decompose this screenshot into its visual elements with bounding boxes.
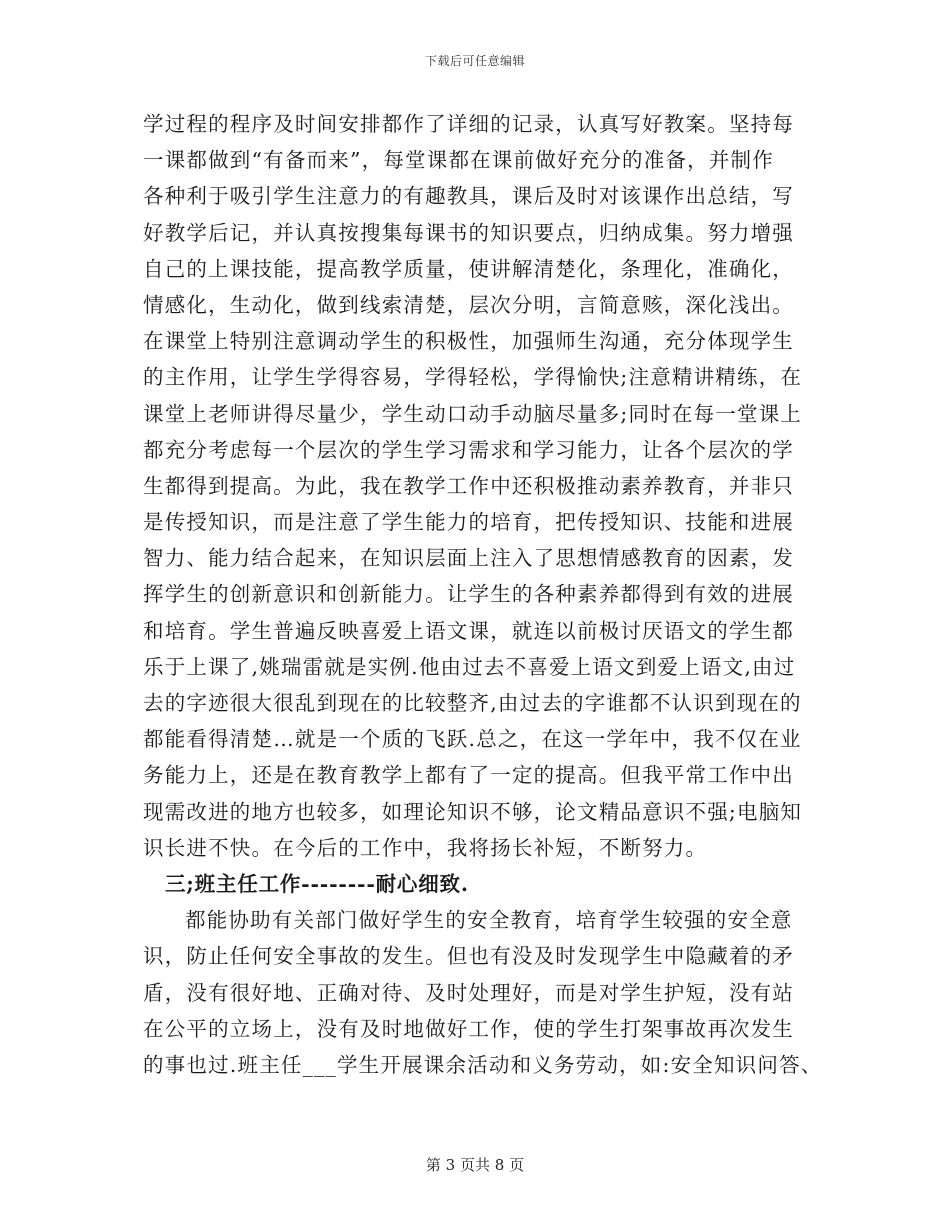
paragraph-line: 好教学后记，并认真按搜集每课书的知识要点，归纳成集。努力增强 <box>143 220 794 245</box>
paragraph-line: 乐于上课了,姚瑞雷就是实例.他由过去不喜爱上语文到爱上语文,由过 <box>143 654 796 679</box>
page-number: 第 3 页共 8 页 <box>425 1156 525 1174</box>
paragraph-line: 和培育。学生普遍反映喜爱上语文课，就连以前极讨厌语文的学生都 <box>143 618 794 643</box>
paragraph-line: 务能力上，还是在教育教学上都有了一定的提高。但我平常工作中出 <box>143 763 794 788</box>
paragraph-line: 情感化，生动化，做到线索清楚，层次分明，言简意赅，深化浅出。 <box>143 292 794 317</box>
paragraph-line: 都充分考虑每一个层次的学生学习需求和学习能力，让各个层次的学 <box>143 437 794 462</box>
paragraph-line: 是传授知识，而是注意了学生能力的培育，把传授知识、技能和进展 <box>143 510 794 535</box>
document-body <box>143 106 823 1083</box>
paragraph-line: 识，防止任何安全事故的发生。但也有没及时发现学生中隐藏着的矛 <box>143 944 794 969</box>
paragraph-line: 挥学生的创新意识和创新能力。让学生的各种素养都得到有效的进展 <box>143 582 794 607</box>
paragraph-line: 的事也过.班主任___学生开展课余活动和义务劳动，如:安全知识问答、 <box>143 1052 823 1077</box>
paragraph-line: 去的字迹很大很乱到现在的比较整齐,由过去的字谁都不认识到现在的 <box>143 691 802 715</box>
paragraph-line: 一课都做到“有备而来”，每堂课都在课前做好充分的准备，并制作 <box>143 148 774 173</box>
page-header: 下载后可任意编辑 <box>424 54 525 68</box>
paragraph-line: 都能协助有关部门做好学生的安全教育，培育学生较强的安全意 <box>185 908 793 933</box>
paragraph-line: 智力、能力结合起来，在知识层面上注入了思想情感教育的因素，发 <box>143 546 794 571</box>
section-heading: 三;班主任工作--------耐心细致. <box>165 871 469 896</box>
paragraph-line: 的主作用，让学生学得容易，学得轻松，学得愉快;注意精讲精练，在 <box>143 365 803 390</box>
paragraph-line: 课堂上老师讲得尽量少，学生动口动手动脑尽量多;同时在每一堂课上 <box>143 401 803 426</box>
paragraph-line: 自己的上课技能，提高教学质量，使讲解清楚化，条理化，准确化， <box>143 256 794 281</box>
paragraph-line: 识长进不快。在今后的工作中，我将扬长补短，不断努力。 <box>143 835 708 860</box>
paragraph-line: 在课堂上特别注意调动学生的积极性，加强师生沟通，充分体现学生 <box>143 329 794 354</box>
paragraph-line: 都能看得清楚…就是一个质的飞跃.总之，在这一学年中，我不仅在业 <box>143 727 802 752</box>
paragraph-line: 盾，没有很好地、正确对待、及时处理好，而是对学生护短，没有站 <box>143 980 794 1005</box>
paragraph-line: 现需改进的地方也较多，如理论知识不够，论文精品意识不强;电脑知 <box>143 799 803 824</box>
paragraph-line: 在公平的立场上，没有及时地做好工作，使的学生打架事故再次发生 <box>143 1016 794 1041</box>
paragraph-line: 各种利于吸引学生注意力的有趣教具，课后及时对该课作出总结，写 <box>143 184 794 209</box>
paragraph-line: 生都得到提高。为此，我在教学工作中还积极推动素养教育，并非只 <box>143 473 794 498</box>
paragraph-line: 学过程的程序及时间安排都作了详细的记录，认真写好教案。坚持每 <box>143 112 794 136</box>
